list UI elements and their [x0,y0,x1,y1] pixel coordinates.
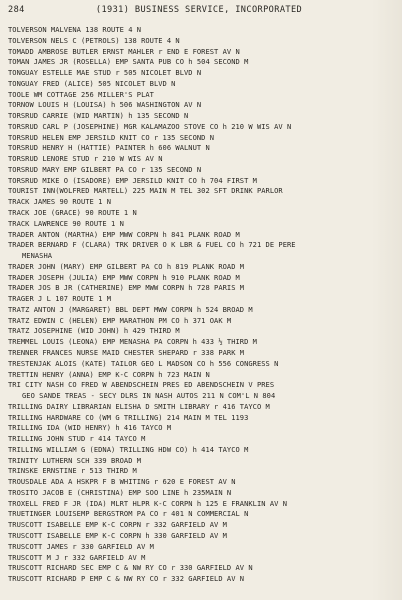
directory-entry: TRUSCOTT RICHARD SEC EMP C & NW RY CO r 330 GARFIELD AV N [8,563,253,573]
page-number: 284 [8,5,25,15]
directory-entry: TROXELL FRED F JR (IDA) MLRT HLPR K-C CORPN h 125 E FRANKLIN AV N [8,498,288,508]
directory-entry: TRAGER J L 107 ROUTE 1 M [8,294,112,304]
directory-entry: TRUSCOTT ISABELLE EMP K-C CORPN r 332 GARFIELD AV M [8,520,227,530]
directory-entry: TRUSCOTT RICHARD P EMP C & NW RY CO r 332 GARFIELD AV N [8,574,245,584]
directory-entry: TRADER JOSEPH (JULIA) EMP MWW CORPN h 910 PLANK ROAD M [8,272,240,282]
directory-entry: TOMADD AMBROSE BUTLER ERNST MAHLER r END E FOREST AV N [8,46,240,56]
page-title: (1931) BUSINESS SERVICE, INCORPORATED [95,5,303,15]
directory-entry: TRINSKE ERNSTINE r 513 THIRD M [8,466,137,476]
directory-entry: TRUSCOTT M J r 332 GARFIELD AV M [8,552,146,562]
directory-entry: TREMMEL LOUIS (LEONA) EMP MENASHA PA CORPN h 433 ½ THIRD M [8,337,257,347]
directory-entry: TROSITO JACOB E (CHRISTINA) EMP SOO LINE h 235MAIN N [8,487,232,497]
page-header [8,5,396,19]
directory-entry: TOLVERSON NELS C (PETROLS) 138 ROUTE 4 N [8,35,180,45]
directory-entry: TRACK LAWRENCE 90 ROUTE 1 N [8,218,124,228]
directory-entry: TORSRUD HENRY H (HATTIE) PAINTER h 606 WALNUT N [8,143,210,153]
directory-entry: TRESTENJAK ALOIS (KATE) TAILOR GEO L MADSON CO h 556 CONGRESS N [8,358,279,368]
directory-entry: TONGUAY FRED (ALICE) 505 NICOLET BLVD N [8,78,176,88]
directory-entry: TRILLING HARDWARE CO (WM G TRILLING) 214 MAIN M TEL 1193 [8,412,249,422]
directory-entry: TORSRUD CARRIE (WID MARTIN) h 135 SECOND N [8,111,189,121]
directory-entry: TRATZ ANTON J (MARGARET) BBL DEPT MWW CORPN h 524 BROAD M [8,304,253,314]
directory-entry: TRILLING IDA (WID HENRY) h 416 TAYCO M [8,423,172,433]
directory-entry: TRILLING DAIRY LIBRARIAN ELISHA D SMITH LIBRARY r 416 TAYCO M [8,401,270,411]
directory-entry: TRETTIN HENRY (ANNA) EMP K-C CORPN h 723 MAIN N [8,369,210,379]
directory-entry: TONGUAY ESTELLE MAE STUD r 505 NICOLET BLVD N [8,68,202,78]
directory-entry: TOLVERSON MALVENA 138 ROUTE 4 N [8,25,142,34]
directory-entry: TRADER ANTON (MARTHA) EMP MWW CORPN h 841 PLANK ROAD M [8,229,240,239]
directory-entry: TRACK JOE (GRACE) 90 ROUTE 1 N [8,208,137,218]
directory-entry: TRATZ EDWIN C (HELEN) EMP MARATHON PM CO h 371 OAK M [8,315,232,325]
directory-entry: TORSRUD HELEN EMP JERSILD KNIT CO r 135 SECOND N [8,132,215,142]
directory-entry: TOOLE WM COTTAGE 256 MILLER'S PLAT [8,89,154,99]
directory-entry-continuation: MENASHA [22,251,53,261]
directory-entry: TORSRUD CARL P (JOSEPHINE) MGR KALAMAZOO STOVE CO h 210 W WIS AV N [8,121,292,131]
directory-entry: TORNOW LOUIS H (LOUISA) h 506 WASHINGTON AV N [8,100,202,110]
directory-entry: TRENNER FRANCES NURSE MAID CHESTER SHEPARD r 338 PARK M [8,347,245,357]
directory-entry: TORSRUD LENORE STUD r 210 W WIS AV N [8,154,163,164]
directory-entry: TRINITY LUTHERN SCH 339 BROAD M [8,455,142,465]
directory-entry: TOURIST INN(WOLFRED MARTELL) 225 MAIN M TEL 302 SFT DRINK PARLOR [8,186,283,196]
directory-entry: TRUSCOTT JAMES r 330 GARFIELD AV M [8,541,154,551]
directory-entry: TRADER JOS B JR (CATHERINE) EMP MWW CORPN h 728 PARIS M [8,283,245,293]
directory-entry: TRUETINGER LOUISEMP BERGSTROM PA CO r 401 N COMMERCIAL N [8,509,249,519]
directory-entry-continuation: GEO SANDE TREAS - SECY DLRS IN NASH AUTOS 211 N COM'L N 804 [22,391,276,401]
directory-entry: TRATZ JOSEPHINE (WID JOHN) h 429 THIRD M [8,326,180,336]
directory-entry: TRACK JAMES 90 ROUTE 1 N [8,197,112,207]
directory-entry: TRI CITY NASH CO FRED W ABENDSCHEIN PRES ED ABENDSCHEIN V PRES [8,380,275,390]
directory-entry: TORSRUD MARY EMP GILBERT PA CO r 135 SECOND N [8,164,202,174]
directory-entry: TORSRUD MIKE O (ISADORE) EMP JERSILD KNIT CO h 704 FIRST M [8,175,257,185]
directory-entry: TRUSCOTT ISABELLE EMP K-C CORPN h 330 GARFIELD AV M [8,530,227,540]
directory-entry: TRADER BERNARD F (CLARA) TRK DRIVER O K LBR & FUEL CO h 721 DE PERE [8,240,296,250]
directory-entry: TRILLING WILLIAM G (EDNA) TRILLING HDW CO) h 414 TAYCO M [8,444,249,454]
directory-entry: TRILLING JOHN STUD r 414 TAYCO M [8,434,146,444]
directory-entry: TRADER JOHN (MARY) EMP GILBERT PA CO h 819 PLANK ROAD M [8,261,245,271]
directory-entry: TROUSDALE ADA A HSKPR F B WHITING r 620 E FOREST AV N [8,477,236,487]
directory-listing [8,25,396,585]
directory-entry: TOMAN JAMES JR (ROSELLA) EMP SANTA PUB CO h 504 SECOND M [8,57,249,67]
